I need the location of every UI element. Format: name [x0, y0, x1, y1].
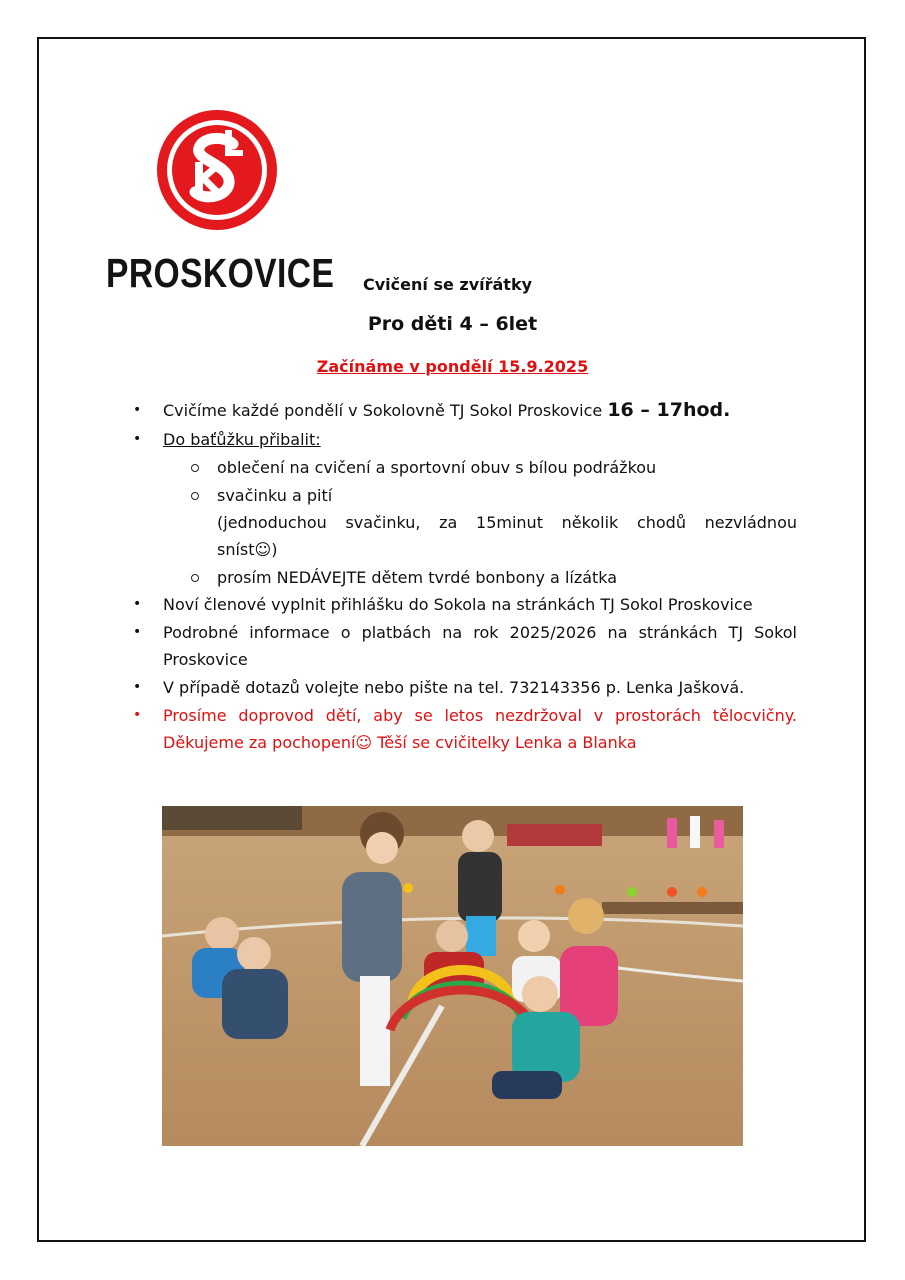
brand-name: PROSKOVICE: [106, 250, 335, 296]
bullet-icon: •: [133, 707, 142, 723]
bullet-icon: •: [133, 679, 142, 695]
notice-text: Prosíme doprovod dětí, aby se letos nezdržoval v prostorách tělocvičny.: [163, 706, 797, 725]
bullet-icon: •: [133, 431, 142, 447]
children-exercise-photo: [162, 806, 743, 1146]
activity-title: Cvičení se zvířátky: [363, 275, 533, 294]
start-date: Začínáme v pondělí 15.9.2025: [316, 357, 589, 376]
list-item-payments: Podrobné informace o platbách na rok 2025/2026 na stránkách TJ Sokol: [163, 623, 797, 642]
list-item-payments-end: Proskovice: [163, 650, 248, 669]
pack-item-snack-note: (jednoduchou svačinku, za 15minut několik chodů nezvládnou: [217, 513, 797, 532]
circle-bullet-icon: [191, 464, 199, 472]
circle-bullet-icon: [191, 574, 199, 582]
schedule-time: 16 – 17hod.: [607, 399, 731, 421]
circle-bullet-icon: [191, 492, 199, 500]
sokol-logo-icon: [155, 108, 279, 232]
pack-item-clothes: oblečení na cvičení a sportovní obuv s bílou podrážkou: [217, 458, 657, 477]
pack-item-warning: prosím NEDÁVEJTE dětem tvrdé bonbony a lízátka: [217, 568, 618, 587]
pack-heading: Do baťůžku přibalit:: [163, 430, 321, 449]
pack-item-snack-note-end: sníst☺): [217, 540, 278, 559]
list-item-new-members: Noví členové vyplnit přihlášku do Sokola na stránkách TJ Sokol Proskovice: [163, 595, 753, 614]
pack-item-snack: svačinku a pití: [217, 486, 333, 505]
bullet-icon: •: [133, 624, 142, 640]
schedule-text: Cvičíme každé pondělí v Sokolovně TJ Sokol Proskovice: [163, 401, 603, 420]
bullet-icon: •: [133, 402, 142, 418]
list-item-schedule: [163, 397, 730, 424]
age-group-title: Pro děti 4 – 6let: [367, 313, 538, 335]
notice-thanks: Děkujeme za pochopení☺ Těší se cvičitelky Lenka a Blanka: [163, 733, 637, 752]
bullet-icon: •: [133, 596, 142, 612]
list-item-contact: V případě dotazů volejte nebo pište na tel. 732143356 p. Lenka Jašková.: [163, 678, 745, 697]
